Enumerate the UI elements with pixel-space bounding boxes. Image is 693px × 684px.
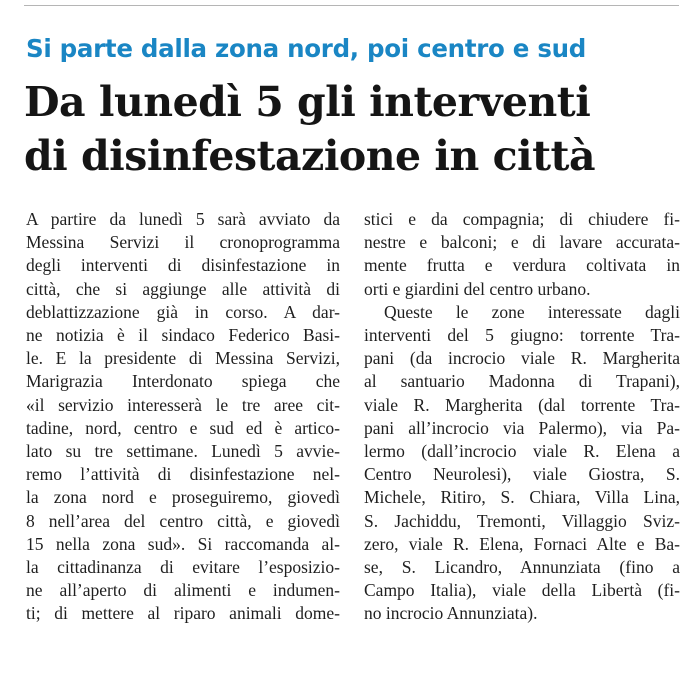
paragraph-start-line: Queste le zone interessate dagli xyxy=(384,301,680,322)
body-line: 8 nell’area del centro città, e giovedì xyxy=(26,510,340,531)
body-line: viale R. Margherita (dal torrente Tra- xyxy=(364,394,680,415)
body-line: Marigrazia Interdonato spiega che xyxy=(26,371,340,392)
body-line: A partire da lunedì 5 sarà avviato da xyxy=(26,209,340,229)
body-line: lato su tre settimane. Lunedì 5 avvie- xyxy=(26,441,340,462)
body-line: la zona nord e proseguiremo, giovedì xyxy=(26,487,340,508)
body-line: interventi del 5 giugno: torrente Tra- xyxy=(364,325,680,346)
body-line: «il servizio interesserà le tre aree cit- xyxy=(26,394,340,415)
body-line: orti e giardini del centro urbano. xyxy=(364,278,591,299)
body-line: pani (da incrocio viale R. Margherita xyxy=(364,348,680,369)
body-line: ne all’aperto di alimenti e indumen- xyxy=(26,580,340,601)
body-line: deblattizzazione già in corso. A dar- xyxy=(26,301,340,322)
body-line: città, che si aggiunge alle attività di xyxy=(26,278,340,299)
body-line: S. Jachiddu, Tremonti, Villaggio Sviz- xyxy=(364,510,680,531)
body-line: ti; di mettere al riparo animali dome- xyxy=(26,603,340,624)
body-line: no incrocio Annunziata). xyxy=(364,603,538,624)
top-rule xyxy=(24,5,679,6)
body-line: mente frutta e verdura coltivata in xyxy=(364,255,680,276)
body-line: zero, viale R. Elena, Fornaci Alte e Ba- xyxy=(364,533,680,554)
body-line: nestre e balconi; e di lavare accurata- xyxy=(364,232,680,253)
body-line: 15 nella zona sud». Si raccomanda al- xyxy=(26,533,340,554)
body-line: tadine, nord, centro e sud ed è artico- xyxy=(26,417,340,438)
body-line: remo l’attività di disinfestazione nel- xyxy=(26,464,340,485)
body-line: stici e da compagnia; di chiudere fi- xyxy=(364,209,680,229)
kicker: Si parte dalla zona nord, poi centro e sud xyxy=(26,34,586,63)
body-column-left xyxy=(26,208,340,626)
body-line: Messina Servizi il cronoprogramma xyxy=(26,232,340,253)
body-line: lermo (dall’incrocio viale R. Elena a xyxy=(364,441,680,462)
body-line: Centro Neurolesi), viale Giostra, S. xyxy=(364,464,680,485)
headline-line: di disinfestazione in città xyxy=(24,132,596,180)
body-line: Michele, Ritiro, S. Chiara, Villa Lina, xyxy=(364,487,680,508)
body-line: al santuario Madonna di Trapani), xyxy=(364,371,680,392)
body-line: le. E la presidente di Messina Servizi, xyxy=(26,348,340,369)
body-line: pani all’incrocio via Palermo), via Pa- xyxy=(364,417,680,438)
headline xyxy=(24,75,684,183)
body-line: degli interventi di disinfestazione in xyxy=(26,255,340,276)
body-line: se, S. Licandro, Annunziata (fino a xyxy=(364,557,680,578)
body-line: Campo Italia), viale della Libertà (fi- xyxy=(364,580,680,601)
headline-line: Da lunedì 5 gli interventi xyxy=(24,78,591,126)
body-line: ne notizia è il sindaco Federico Basi- xyxy=(26,325,340,346)
body-line: la cittadinanza di evitare l’esposizio- xyxy=(26,557,340,578)
body-column-right xyxy=(364,208,680,626)
